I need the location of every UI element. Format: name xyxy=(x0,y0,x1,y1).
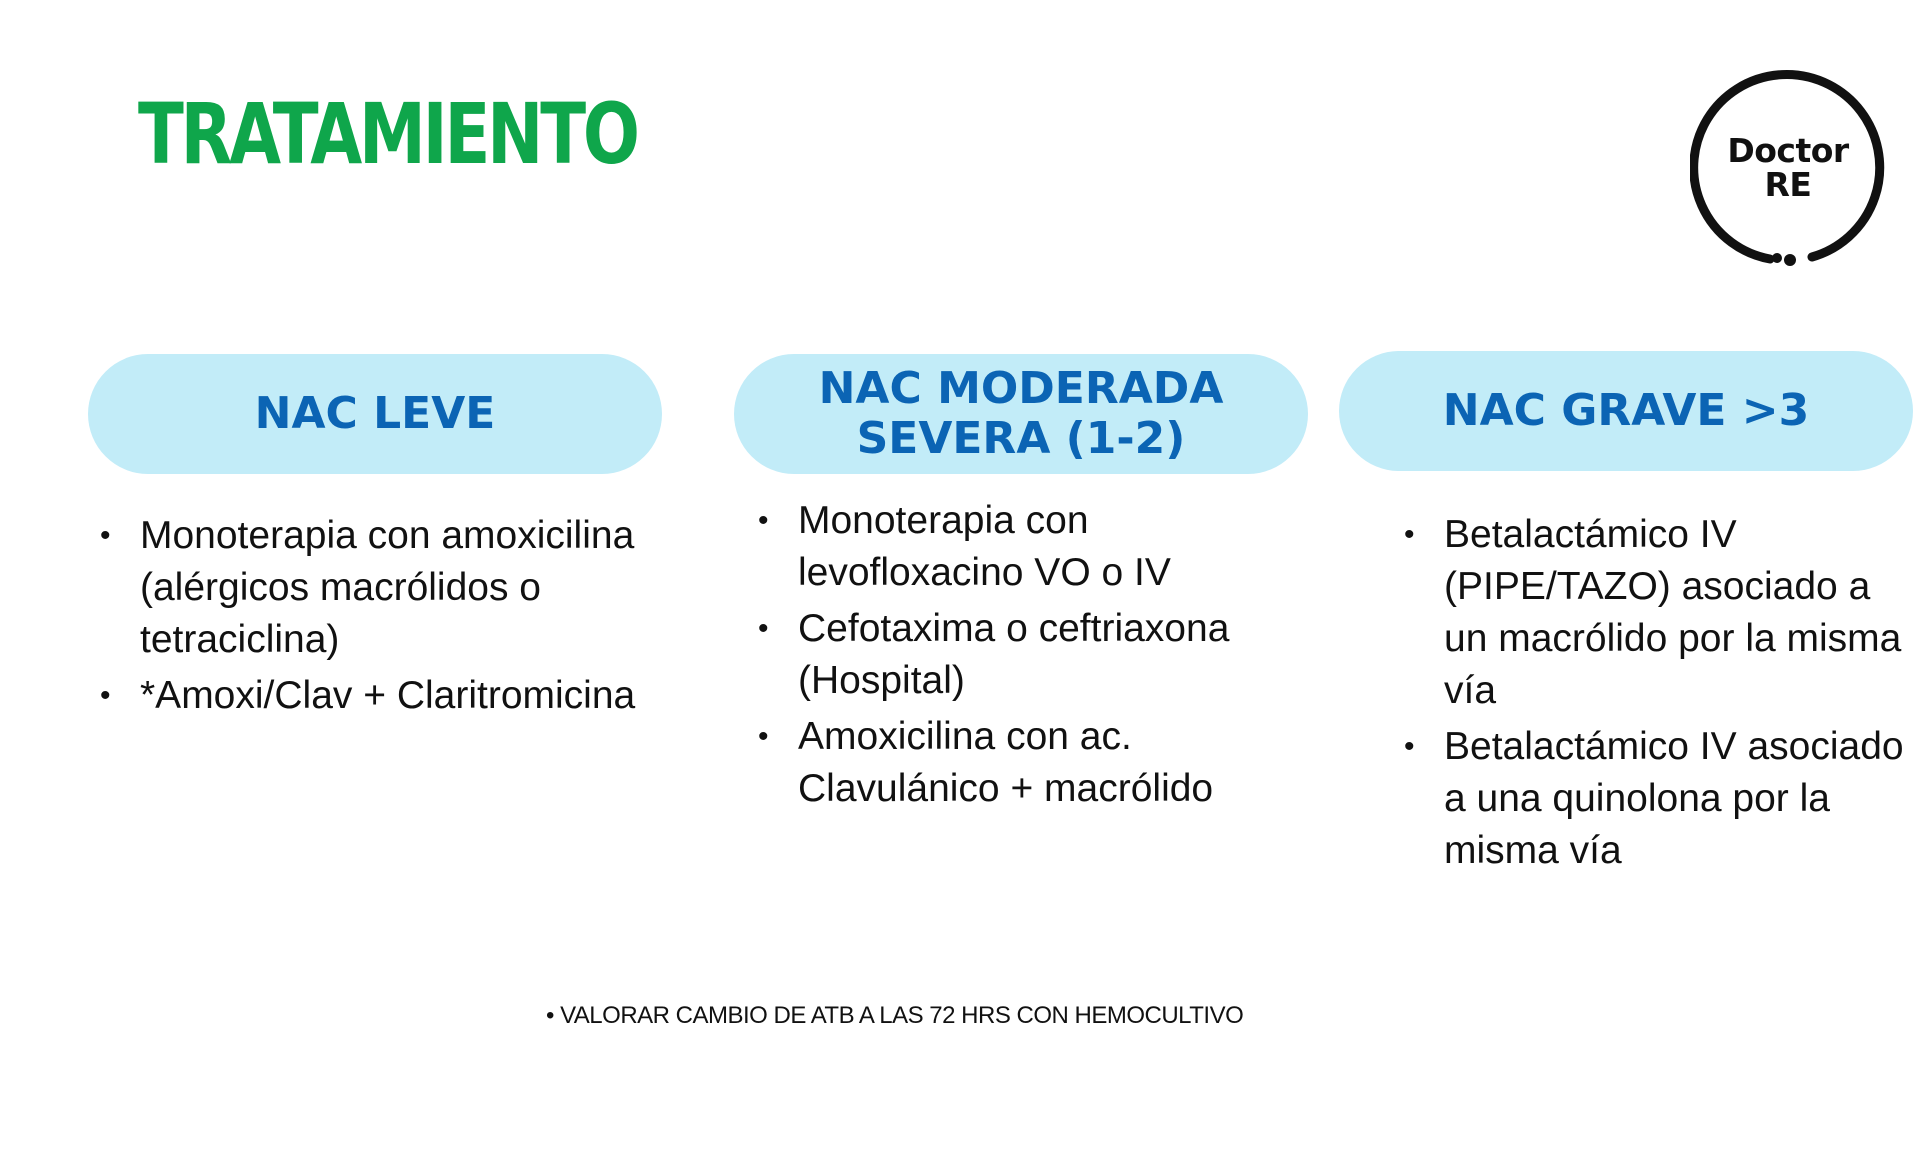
list-item-text: Amoxicilina con ac. Clavulánico + macrólido xyxy=(798,715,1214,810)
logo-text-line1: Doctor xyxy=(1727,131,1849,170)
heading-nac-moderada-severa: NAC MODERADA SEVERA (1-2) xyxy=(734,354,1308,474)
list-item-text: *Amoxi/Clav + Claritromicina xyxy=(140,674,636,717)
footnote: • VALORAR CAMBIO DE ATB A LAS 72 HRS CON HEMOCULTIVO xyxy=(546,1002,1244,1029)
bullet-icon: • xyxy=(100,679,111,712)
bullet-icon: • xyxy=(1404,518,1415,551)
list-item xyxy=(758,603,1318,707)
list-item xyxy=(758,495,1318,599)
logo-text xyxy=(1690,131,1886,204)
bullet-icon: • xyxy=(758,504,769,537)
heading-nac-grave: NAC GRAVE >3 xyxy=(1339,351,1913,471)
logo-text-line2: RE xyxy=(1764,165,1812,204)
slide-title: TRATAMIENTO xyxy=(138,85,637,183)
list-nac-grave xyxy=(1404,509,1904,881)
bullet-icon: • xyxy=(100,519,111,552)
list-item xyxy=(100,670,660,722)
bullet-icon: • xyxy=(758,720,769,753)
list-item-text: Betalactámico IV asociado a una quinolona por la misma vía xyxy=(1444,725,1904,872)
list-item xyxy=(758,711,1318,815)
heading-nac-leve: NAC LEVE xyxy=(88,354,662,474)
list-item-text: Cefotaxima o ceftriaxona (Hospital) xyxy=(798,607,1230,702)
bullet-icon: • xyxy=(758,612,769,645)
list-item xyxy=(100,510,660,666)
bullet-icon: • xyxy=(1404,730,1415,763)
doctor-re-logo xyxy=(1690,70,1886,270)
list-nac-moderada-severa xyxy=(758,495,1318,819)
list-item xyxy=(1404,509,1904,717)
list-item xyxy=(1404,721,1904,877)
list-item-text: Betalactámico IV (PIPE/TAZO) asociado a un macrólido por la misma vía xyxy=(1444,513,1902,712)
list-nac-leve xyxy=(100,510,660,726)
list-item-text: Monoterapia con levofloxacino VO o IV xyxy=(798,499,1171,594)
list-item-text: Monoterapia con amoxicilina (alérgicos macrólidos o tetraciclina) xyxy=(140,514,635,661)
